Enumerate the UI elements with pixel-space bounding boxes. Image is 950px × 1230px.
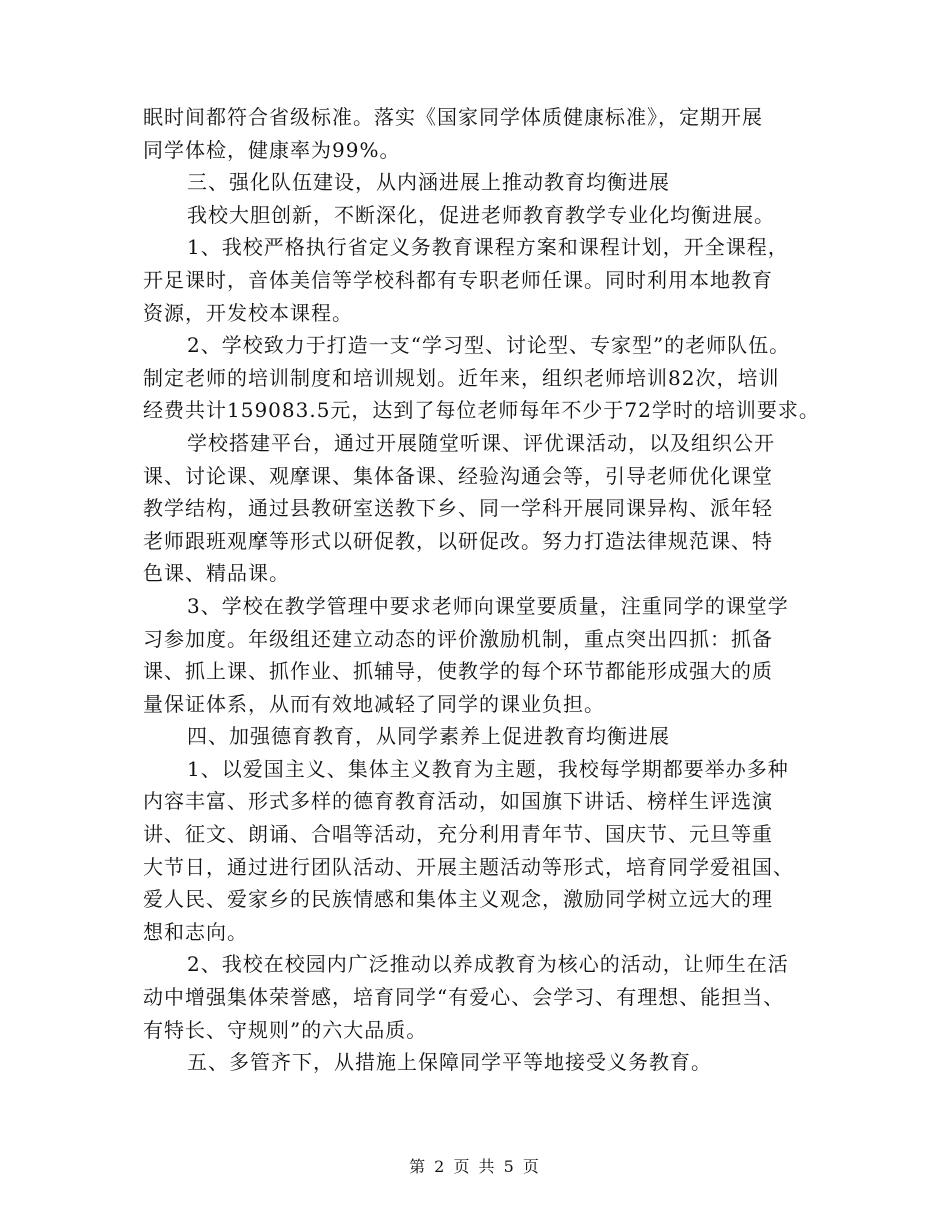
- paragraph: [143, 753, 823, 949]
- text-line: 讲、征文、朗诵、合唱等活动，充分利用青年节、国庆节、元旦等重: [143, 822, 773, 847]
- text-line: 动中增强集体荣誉感，培育同学“有爱心、会学习、有理想、能担当、: [143, 985, 785, 1010]
- footer-middle: 页 共: [453, 1157, 497, 1176]
- text-line: 教学结构，通过县教研室送教下乡、同一学科开展同课异构、派年轻: [143, 496, 773, 521]
- paragraph: [143, 101, 823, 166]
- text-line: 经费共计159083.5元，达到了每位老师每年不少于72学时的培训要求。: [143, 398, 820, 423]
- text-line: 内容丰富、形式多样的德育教育活动，如国旗下讲话、榜样生评选演: [143, 789, 773, 814]
- text-line: 2、我校在校园内广泛推动以养成教育为核心的活动，让师生在活: [187, 952, 789, 977]
- page-footer: [0, 1154, 950, 1177]
- text-line: 大节日，通过进行团队活动、开展主题活动等形式，培育同学爱祖国、: [143, 854, 794, 879]
- section-heading: [143, 166, 823, 199]
- paragraph: [143, 948, 823, 1046]
- paragraph: [143, 329, 823, 427]
- text-line: 资源，开发校本课程。: [143, 300, 353, 325]
- text-line: 量保证体系，从而有效地减轻了同学的课业负担。: [143, 691, 605, 716]
- text-line: 我校大胆创新，不断深化，促进老师教育教学专业化均衡进展。: [187, 202, 775, 227]
- text-line: 习参加度。年级组还建立动态的评价激励机制，重点突出四抓：抓备: [143, 626, 773, 651]
- text-line: 3、学校在教学管理中要求老师向课堂要质量，注重同学的课堂学: [187, 593, 789, 618]
- paragraph: [143, 231, 823, 329]
- text-line: 课、抓上课、抓作业、抓辅导，使教学的每个环节都能形成强大的质: [143, 659, 773, 684]
- text-line: 有特长、守规则”的六大品质。: [143, 1017, 428, 1042]
- text-line: 课、讨论课、观摩课、集体备课、经验沟通会等，引导老师优化课堂: [143, 463, 773, 488]
- text-line: 色课、精品课。: [143, 561, 290, 586]
- text-line: 1、以爱国主义、集体主义教育为主题，我校每学期都要举办多种: [187, 756, 789, 781]
- text-line: 1、我校严格执行省定义务教育课程方案和课程计划，开全课程，: [187, 235, 789, 260]
- text-line: 同学体检，健康率为99%。: [143, 137, 401, 162]
- text-line: 爱人民、爱家乡的民族情感和集体主义观念，激励同学树立远大的理: [143, 887, 773, 912]
- text-line: 想和志向。: [143, 919, 248, 944]
- text-line: 开足课时，音体美信等学校科都有专职老师任课。同时利用本地教育: [143, 267, 773, 292]
- section-heading: [143, 720, 823, 753]
- text-line: 老师跟班观摩等形式以研促教，以研促改。努力打造法律规范课、特: [143, 528, 773, 553]
- text-line: 四、加强德育教育，从同学素养上促进教育均衡进展: [187, 724, 670, 749]
- footer-suffix: 页: [522, 1157, 541, 1176]
- text-line: 五、多管齐下，从措施上保障同学平等地接受义务教育。: [187, 1050, 712, 1075]
- footer-prefix: 第: [409, 1157, 428, 1176]
- total-pages-number: 5: [503, 1157, 516, 1176]
- document-body: [143, 101, 823, 1079]
- paragraph: [143, 199, 823, 232]
- section-heading: [143, 1046, 823, 1079]
- current-page-number: 2: [434, 1157, 447, 1176]
- text-line: 制定老师的培训制度和培训规划。近年来，组织老师培训82次，培训: [143, 365, 780, 390]
- text-line: 学校搭建平台，通过开展随堂听课、评优课活动，以及组织公开: [187, 430, 775, 455]
- text-line: 眠时间都符合省级标准。落实《国家同学体质健康标准》，定期开展: [143, 105, 763, 129]
- text-line: 2、学校致力于打造一支“学习型、讨论型、专家型”的老师队伍。: [187, 333, 791, 358]
- text-line: 三、强化队伍建设，从内涵进展上推动教育均衡进展: [187, 170, 670, 195]
- paragraph: [143, 590, 823, 720]
- paragraph: [143, 427, 823, 590]
